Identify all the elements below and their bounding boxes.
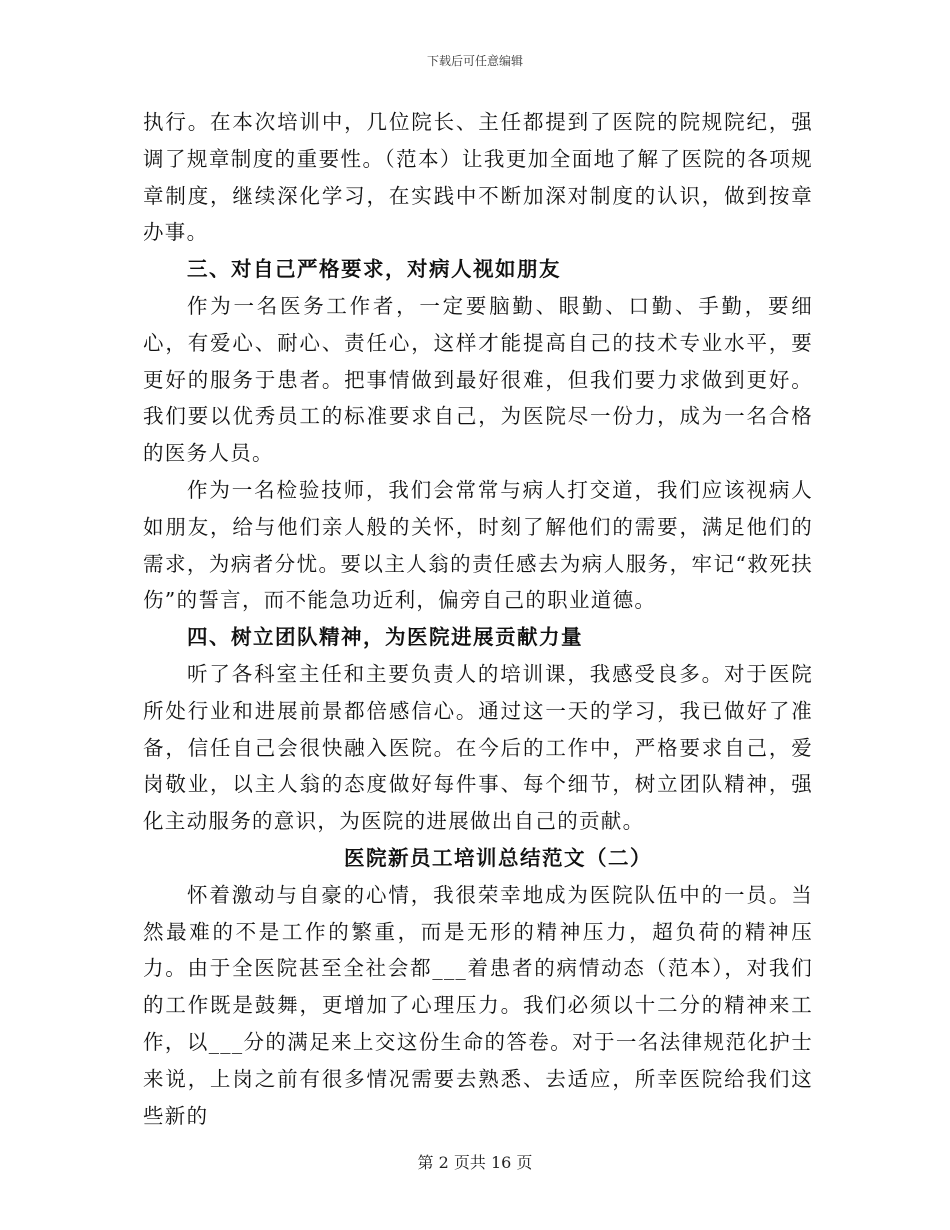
article-title: 医院新员工培训总结范文（二） xyxy=(344,845,652,870)
paragraph: 作为一名检验技师，我们会常常与病人打交道，我们应该视病人如朋友，给与他们亲人般的关怀，时刻了解他们的需要，满足他们的需求，为病者分忧。要以主人翁的责任感去为病人服务，牢记“救死扶伤”的誓言，而不能急功近利，偏旁自己的职业道德。 xyxy=(143,477,813,613)
page-footer: 第 2 页共 16 页 xyxy=(417,1153,533,1172)
page-header: 下载后可任意编辑 xyxy=(426,54,523,68)
paragraph-continued: 执行。在本次培训中，几位院长、主任都提到了医院的院规院纪，强调了规章制度的重要性。（范本）让我更加全面地了解了医院的各项规章制度，继续深化学习，在实践中不断加深对制度的认识，做到按章办事。 xyxy=(143,110,813,245)
paragraph: 怀着激动与自豪的心情，我很荣幸地成为医院队伍中的一员。当然最难的不是工作的繁重，而是无形的精神压力，超负荷的精神压力。由于全医院甚至全社会都___着患者的病情动态（范本），对我们的工作既是鼓舞，更增加了心理压力。我们必须以十二分的精神来工作，以___分的满足来上交这份生命的答卷。对于一名法律规范化护士来说，上岗之前有很多情况需要去熟悉、去适应，所幸医院给我们这些新的 xyxy=(143,882,813,1128)
document-body xyxy=(143,104,813,1134)
section-heading-3: 三、对自己严格要求，对病人视如朋友 xyxy=(187,257,561,282)
section-heading-4: 四、树立团队精神，为医院进展贡献力量 xyxy=(187,625,583,650)
paragraph: 听了各科室主任和主要负责人的培训课，我感受良多。对于医院所处行业和进展前景都倍感信心。通过这一天的学习，我已做好了准备，信任自己会很快融入医院。在今后的工作中，严格要求自己，爱岗敬业，以主人翁的态度做好每件事、每个细节，树立团队精神，强化主动服务的意识，为医院的进展做出自己的贡献。 xyxy=(143,661,813,834)
paragraph: 作为一名医务工作者，一定要脑勤、眼勤、口勤、手勤，要细心，有爱心、耐心、责任心，这样才能提高自己的技术专业水平，要更好的服务于患者。把事情做到最好很难，但我们要力求做到更好。我们要以优秀员工的标准要求自己，为医院尽一份力，成为一名合格的医务人员。 xyxy=(143,293,813,466)
